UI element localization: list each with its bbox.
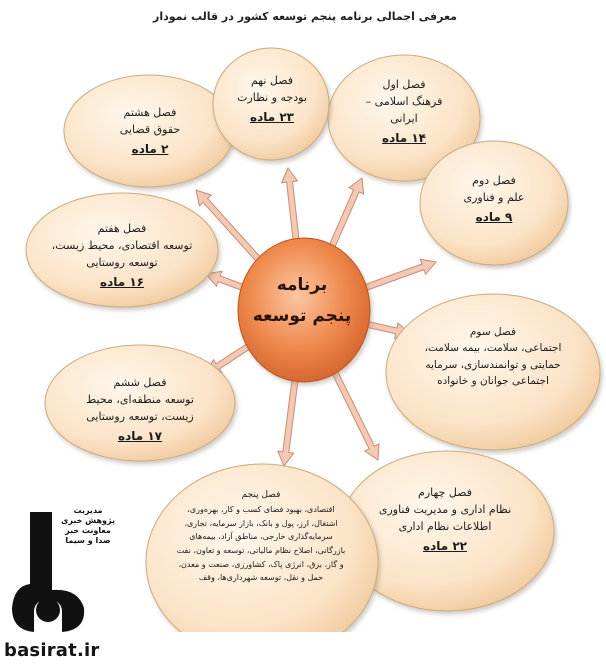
chapter-9-desc: بودجه و نظارت [237, 91, 307, 105]
center-line-1: برنامه [276, 275, 328, 295]
node-chapter-3 [408, 324, 578, 389]
center-line-2: پنجم توسعه [252, 305, 352, 326]
chapter-8-name: فصل هشتم [123, 106, 177, 119]
chapter-5-name: فصل پنجم [241, 490, 281, 500]
site-url[interactable]: basirat.ir [4, 640, 100, 661]
chapter-4-count: ۲۲ ماده [422, 539, 467, 554]
chapter-6-desc: توسعه منطقه‌ای، محیط زیست، توسعه روستایی [86, 393, 194, 424]
node-chapter-4 [370, 484, 520, 556]
chapter-7-count: ۱۶ ماده [99, 275, 144, 290]
diagram-title: معرفی اجمالی برنامه پنجم توسعه کشور در قالب نمودار [153, 10, 457, 23]
chapter-2-name: فصل دوم [472, 174, 516, 187]
node-chapter-9 [226, 72, 318, 127]
chapter-1-desc: فرهنگ اسلامی – ایرانی [365, 95, 443, 126]
node-chapter-7 [50, 220, 194, 292]
chapter-4-name: فصل چهارم [418, 486, 472, 499]
chapter-7-name: فصل هفتم [97, 222, 147, 235]
chapter-2-desc: علم و فناوری [463, 191, 525, 205]
chapter-9-name: فصل نهم [250, 74, 294, 87]
node-chapter-5 [176, 488, 346, 585]
node-chapter-6 [70, 374, 210, 446]
center-label [232, 270, 372, 331]
chapter-2-count: ۹ ماده [475, 210, 513, 225]
logo-text: مدیریت پژوهش خبری معاونت خبر صدا و سیما [61, 506, 115, 545]
chapter-8-count: ۲ ماده [131, 142, 169, 157]
chapter-5-desc: اقتصادی، بهبود فضای کسب و کار، بهره‌وری، اشتغال، ارز، پول و بانک، بازار سرمایه، تجاری، سرمایه‌گذاری خارجی، مناطق آزاد، بیمه‌های بازرگانی، اصلاح نظام مالیاتی، توسعه و تعاون، نفت و گاز، برق، انرژی پاک، کشاورزی، صنعت و معدن، حمل و نقل، توسعه شهرداری‌ها، وقف [176, 505, 346, 583]
chapter-3-name: فصل سوم [469, 326, 517, 338]
chapter-1-name: فصل اول [382, 78, 426, 91]
node-chapter-1 [352, 76, 456, 148]
chapter-6-name: فصل ششم [113, 376, 167, 389]
chapter-4-desc: نظام اداری و مدیریت فناوری اطلاعات نظام اداری [378, 503, 512, 534]
chapter-9-count: ۲۳ ماده [249, 110, 294, 125]
node-chapter-8 [98, 104, 202, 159]
chapter-3-desc: اجتماعی، سلامت، بیمه سلامت، حمایتی و توانمندسازی، سرمایه اجتماعی جوانان و خانواده [424, 342, 562, 387]
chapter-6-count: ۱۷ ماده [117, 429, 162, 444]
chapter-8-desc: حقوق قضایی [119, 123, 181, 137]
chapter-1-count: ۱۴ ماده [381, 131, 426, 146]
chapter-7-desc: توسعه اقتصادی، محیط زیست، توسعه روستایی [51, 239, 193, 270]
node-chapter-2 [444, 172, 544, 227]
